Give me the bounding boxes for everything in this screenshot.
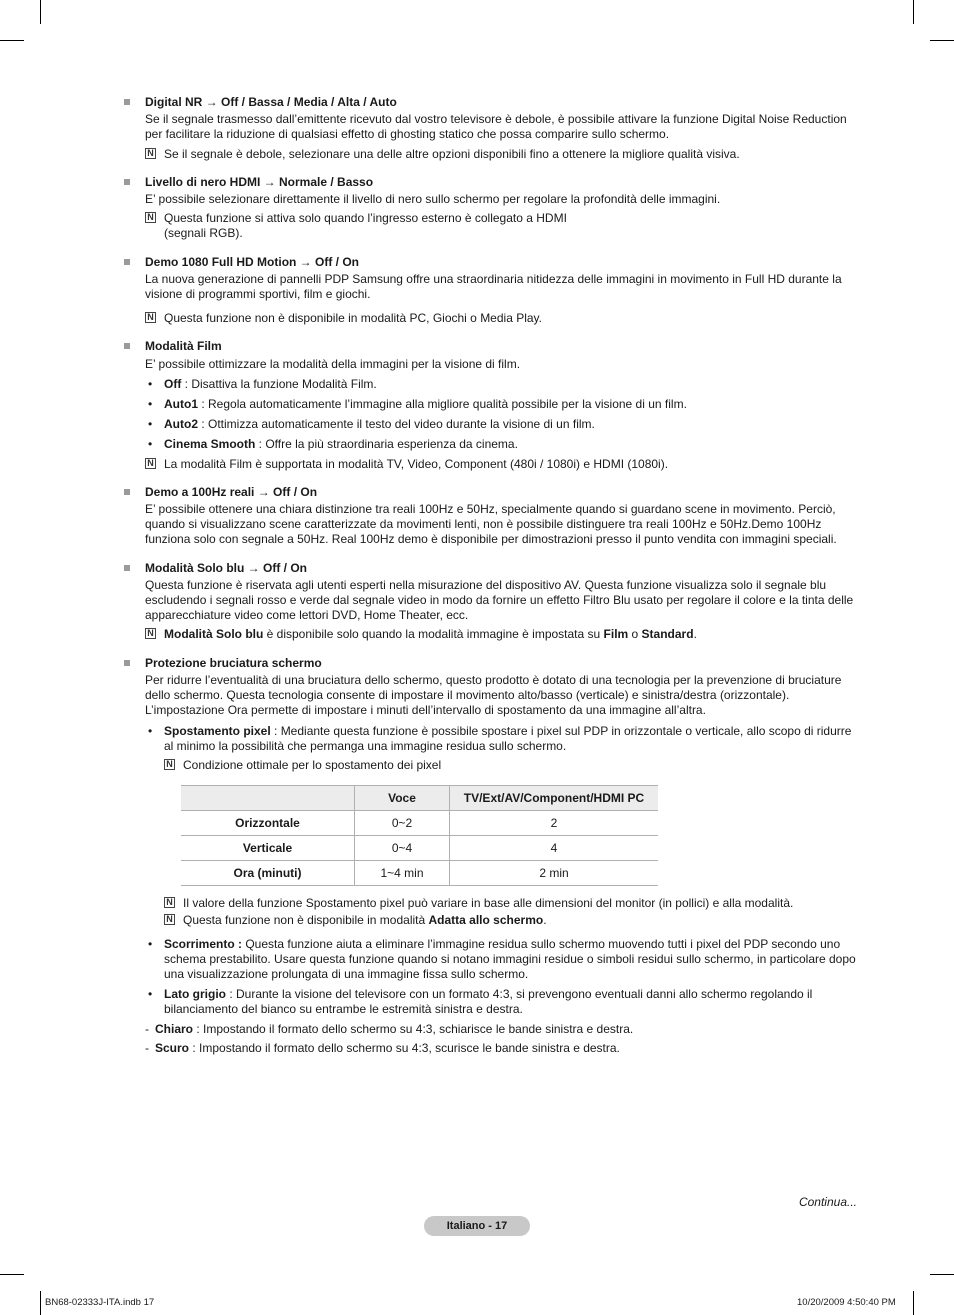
- note-bold: Modalità Solo blu: [164, 627, 264, 642]
- note-text: La modalità Film è supportata in modalità TV, Video, Component (480i / 1080i) e HDMI (1080i).: [164, 456, 669, 471]
- table-row: [181, 861, 658, 886]
- section-livello-nero-hdmi: [123, 175, 859, 242]
- item-term: Auto1: [164, 397, 198, 412]
- item-term: Cinema Smooth: [164, 437, 256, 452]
- continue-label: Continua...: [798, 1195, 857, 1209]
- crop-mark: [930, 40, 954, 41]
- square-bullet-icon: [124, 489, 130, 495]
- note-icon: N: [145, 212, 156, 223]
- section-title: Modalità Solo blu → Off / On: [145, 560, 307, 575]
- table-cell: 2: [450, 811, 659, 836]
- paragraph: Per ridurre l’eventualità di una bruciatura dello schermo, questo prodotto è dotato di una tecnologia per la prevenzione di bruciature dello schermo. Questa tecnologia consente di impostare il movimento alto/basso (verticale) e sinistra/destra (orizzontale).: [145, 672, 842, 703]
- table-header-cell: Voce: [355, 786, 450, 811]
- square-bullet-icon: [124, 99, 130, 105]
- table-header-cell: [181, 786, 355, 811]
- note-icon: N: [164, 914, 175, 925]
- note-text: Condizione ottimale per lo spostamento dei pixel: [183, 757, 442, 772]
- note-bold: Adatta allo schermo: [428, 913, 544, 928]
- bullet-icon: •: [148, 437, 153, 452]
- bullet-icon: •: [148, 397, 153, 412]
- note-text: Questa funzione non è disponibile in modalità: [183, 913, 429, 928]
- table-row-label: Verticale: [181, 836, 355, 861]
- section-solo-blu: [123, 561, 859, 643]
- table-cell: 2 min: [450, 861, 659, 886]
- square-bullet-icon: [124, 343, 130, 349]
- list-item: [145, 377, 859, 392]
- pixel-shift-table: [181, 785, 658, 886]
- crop-mark: [913, 1291, 914, 1315]
- note-icon: N: [145, 628, 156, 639]
- table-row-label: Ora (minuti): [181, 861, 355, 886]
- note-icon: N: [145, 148, 156, 159]
- note-text: o: [628, 627, 642, 642]
- item-term: Scuro: [155, 1040, 190, 1055]
- table-header-row: [181, 786, 658, 811]
- crop-mark: [0, 40, 24, 41]
- crop-mark: [40, 0, 41, 24]
- section-title: Digital NR → Off / Bassa / Media / Alta / Auto: [145, 95, 397, 109]
- list-item: [145, 397, 859, 412]
- note-icon: N: [145, 312, 156, 323]
- crop-mark: [930, 1274, 954, 1275]
- paragraph: Se il segnale trasmesso dall’emittente ricevuto dal vostro televisore è debole, è possibile attivare la funzione Digital Noise Reduction per facilitare la riduzione di qualsiasi effetto di ghosting statico che possa comparire sullo schermo.: [145, 112, 847, 142]
- note-icon: N: [164, 897, 175, 908]
- note: [145, 147, 859, 162]
- crop-mark: [913, 0, 914, 24]
- item-term: Scorrimento :: [164, 936, 243, 951]
- table-row: [181, 811, 658, 836]
- item-text: : Durante la visione del televisore con un formato 4:3, si prevengono eventuali danni allo schermo regolando il bilanciamento del bianco su entrambe le estremità sinistra e destra.: [164, 987, 813, 1017]
- note: [145, 627, 859, 642]
- note-bold: Film: [603, 627, 629, 642]
- section-modalita-film: [123, 339, 859, 471]
- note-text: Questa funzione non è disponibile in modalità PC, Giochi o Media Play.: [164, 311, 542, 326]
- item-text: : Impostando il formato dello schermo su 4:3, schiarisce le bande sinistra e destra.: [193, 1021, 634, 1036]
- item-term: Chiaro: [155, 1021, 194, 1036]
- note-text: Questa funzione si attiva solo quando l’ingresso esterno è collegato a HDMI (segnali RGB).: [164, 211, 567, 241]
- bullet-icon: •: [148, 723, 153, 738]
- dash-icon: -: [145, 1040, 149, 1055]
- section-title: Demo 1080 Full HD Motion → Off / On: [145, 254, 360, 269]
- list-item: [145, 437, 859, 452]
- paragraph: E’ possibile ottenere una chiara distinzione tra reali 100Hz e 50Hz, specialmente quando si guardano scene in movimento. Perciò, quando si visualizzano scene caratterizzate da movimenti lenti, non è possibile distinguere tra reali 100Hz e 50Hz.Demo 100Hz funziona solo con segnale a 50Hz. Real 100Hz demo è disponibile per dimostrazioni presso il punto vendita con immagini speciali.: [145, 502, 837, 547]
- note: [145, 457, 859, 472]
- crop-mark: [0, 1274, 24, 1275]
- note: [164, 758, 859, 773]
- square-bullet-icon: [124, 259, 130, 265]
- manual-content: [123, 95, 859, 1069]
- bullet-icon: •: [148, 936, 153, 951]
- item-text: : Impostando il formato dello schermo su 4:3, scurisce le bande sinistra e destra.: [189, 1040, 620, 1055]
- sub-item: [145, 1041, 859, 1056]
- list-item-scorrimento: [145, 937, 859, 983]
- table-cell: 4: [450, 836, 659, 861]
- item-text: Questa funzione aiuta a eliminare l’immagine residua sullo schermo muovendo tutti i pixel del PDP secondo uno schema prestabilito. Usare questa funzione quando si notano immagini residue o simboli residui sullo schermo, in particolare dopo una visualizzazione prolungata di una immagine fissa sullo schermo.: [164, 936, 856, 981]
- section-title: Demo a 100Hz reali → Off / On: [145, 484, 318, 499]
- sub-item: [145, 1022, 859, 1037]
- item-term: Lato grigio: [164, 987, 226, 1002]
- item-text: : Disattiva la funzione Modalità Film.: [181, 376, 377, 391]
- section-title: Modalità Film: [145, 339, 222, 354]
- table-cell: 0~2: [355, 811, 450, 836]
- note-text: .: [543, 913, 547, 928]
- note-text: Il valore della funzione Spostamento pixel può variare in base alle dimensioni del monitor (in pollici) e alla modalità.: [183, 896, 794, 911]
- item-term: Auto2: [164, 417, 198, 432]
- list-item-lato-grigio: [145, 987, 859, 1056]
- paragraph: La nuova generazione di pannelli PDP Samsung offre una straordinaria nitidezza delle immagini in movimento in Full HD durante la visione di programmi sportivi, film e giochi.: [145, 271, 842, 302]
- square-bullet-icon: [124, 565, 130, 571]
- note-text: .: [693, 627, 697, 642]
- square-bullet-icon: [124, 660, 130, 666]
- table-cell: 0~4: [355, 836, 450, 861]
- square-bullet-icon: [124, 179, 130, 185]
- note-bold: Standard: [641, 627, 694, 642]
- section-digital-nr: [123, 95, 859, 162]
- bullet-icon: •: [148, 417, 153, 432]
- page-number-badge: Italiano - 17: [424, 1216, 530, 1236]
- section-protezione-bruciatura: [123, 656, 859, 1056]
- table-row-label: Orizzontale: [181, 811, 355, 836]
- table-cell: 1~4 min: [355, 861, 450, 886]
- item-term: Off: [164, 376, 182, 391]
- section-demo-1080: [123, 255, 859, 327]
- note-text: Se il segnale è debole, selezionare una delle altre opzioni disponibili fino a ottenere la migliore qualità visiva.: [164, 146, 740, 161]
- paragraph: Questa funzione è riservata agli utenti esperti nella misurazione del dispositivo AV. Questa funzione visualizza solo il segnale blu escludendo i segnali rosso e verde dal segnale video in modo da fornire un effetto Filtro Blu usato per regolare il colore e la tinta delle apparecchiature video come lettori DVD, Home Theater, ecc.: [145, 577, 854, 623]
- paragraph: L’impostazione Ora permette di impostare i minuti dell’intervallo di spostamento da una immagine all’altra.: [145, 703, 706, 718]
- item-text: : Ottimizza automaticamente il testo del video durante la visione di un film.: [198, 417, 595, 432]
- item-text: : Regola automaticamente l’immagine alla migliore qualità possibile per la visione di un film.: [198, 397, 687, 412]
- item-text: : Offre la più straordinaria esperienza da cinema.: [255, 437, 518, 452]
- crop-mark: [40, 1291, 41, 1315]
- list-item-spostamento-pixel: [145, 724, 859, 929]
- bullet-icon: •: [148, 376, 153, 391]
- section-title: Protezione bruciatura schermo: [145, 655, 322, 670]
- paragraph: E’ possibile ottimizzare la modalità della immagini per la visione di film.: [145, 356, 521, 371]
- note: [145, 211, 594, 241]
- dash-icon: -: [145, 1021, 149, 1036]
- note-icon: N: [164, 759, 175, 770]
- bullet-icon: •: [148, 987, 153, 1002]
- note: [145, 311, 859, 326]
- paragraph: E’ possibile selezionare direttamente il livello di nero sullo schermo per regolare la profondità delle immagini.: [145, 192, 721, 207]
- item-term: Spostamento pixel: [164, 723, 271, 738]
- note-icon: N: [145, 458, 156, 469]
- item-text: : Mediante questa funzione è possibile spostare i pixel sul PDP in orizzontale o verticale, allo scopo di ridurre al minimo la possibilità che permanga una immagine residua sullo schermo.: [164, 723, 852, 753]
- note-text: è disponibile solo quando la modalità immagine è impostata su: [263, 627, 604, 642]
- table-row: [181, 836, 658, 861]
- note: [164, 896, 859, 911]
- section-title: Livello di nero HDMI → Normale / Basso: [145, 174, 374, 189]
- print-file-info: BN68-02333J-ITA.indb 17: [45, 1297, 155, 1308]
- table-header-cell: TV/Ext/AV/Component/HDMI PC: [450, 786, 659, 811]
- note: [164, 913, 859, 928]
- print-timestamp: 10/20/2009 4:50:40 PM: [797, 1297, 896, 1308]
- list-item: [145, 417, 859, 432]
- section-demo-100hz: [123, 485, 859, 548]
